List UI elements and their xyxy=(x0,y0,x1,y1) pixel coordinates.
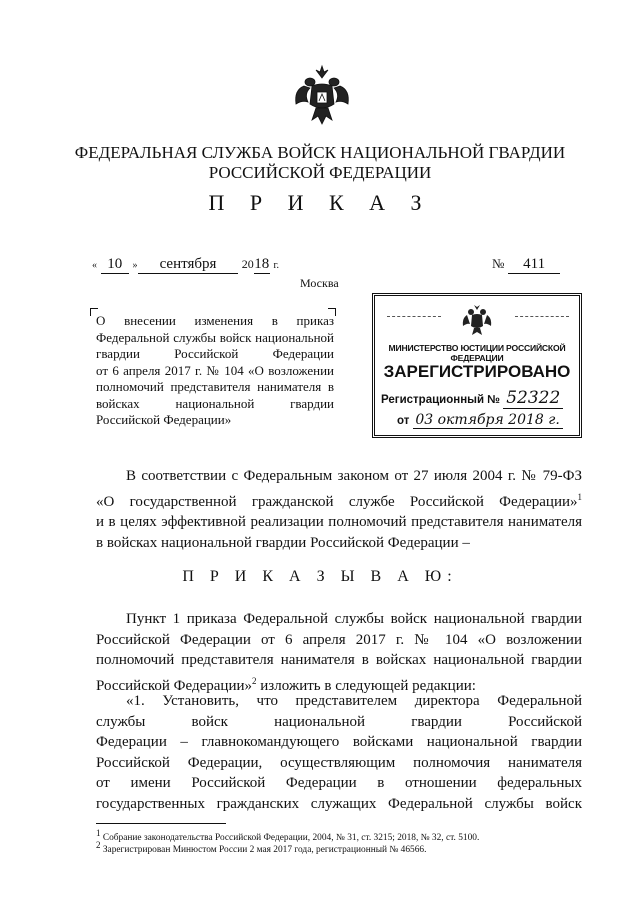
stamp-registered-label: ЗАРЕГИСТРИРОВАНО xyxy=(383,362,571,381)
preamble-line: и в целях эффективной реализации полномочий представителя нанимателя xyxy=(96,514,582,530)
body-line: Российской Федерации от 6 апреля 2017 г. № 104 «О возложении xyxy=(96,631,582,648)
stamp-decor-line-right xyxy=(515,316,569,317)
coat-of-arms-emblem xyxy=(290,60,354,132)
order-number: 411 xyxy=(508,256,560,274)
stamp-eagle-icon xyxy=(461,302,493,338)
subject-line: войсках национальной гвардии xyxy=(96,395,334,411)
stamp-date-label: от xyxy=(397,415,410,427)
city-label: Москва xyxy=(300,276,339,290)
body-line-text: Российской Федерации» xyxy=(96,677,253,694)
stamp-decor-line-left xyxy=(387,316,441,317)
body-line: службы войск национальной гвардии Российской xyxy=(96,713,582,730)
body-paragraph-2 xyxy=(96,691,582,814)
subject-line: Федеральной службы войск национальной xyxy=(96,329,334,345)
footnote-text: Собрание законодательства Российской Федерации, 2004, № 31, ст. 3215; 2018, № 32, ст. 5100. xyxy=(102,833,480,844)
organization-name-line2: РОССИЙСКОЙ ФЕДЕРАЦИИ xyxy=(208,163,432,182)
date-month: сентября xyxy=(138,256,238,274)
footnote-ref-1: 1 xyxy=(577,491,582,502)
footnote-text: Зарегистрирован Минюстом России 2 мая 2017 года, регистрационный № 46566. xyxy=(102,845,427,856)
body-paragraph-1 xyxy=(96,609,582,696)
footnote-separator xyxy=(96,823,226,824)
document-type-title: П Р И К А З xyxy=(208,190,432,215)
date-close-quote: » xyxy=(132,260,138,271)
double-headed-eagle-icon xyxy=(290,60,354,132)
stamp-date-value: 03 октября 2018 г. xyxy=(413,412,563,429)
order-number-label: № xyxy=(492,256,505,271)
preamble-line xyxy=(96,487,582,513)
preamble-line: в войсках национальной гвардии Российской Федерации – xyxy=(96,534,470,551)
stamp-registration-number-row xyxy=(381,388,563,409)
preamble-line-text: «О государственной гражданской службе Российской Федерации» xyxy=(96,493,578,510)
stamp-reg-label: Регистрационный № xyxy=(381,394,501,406)
body-line: «1. Установить, что представителем директора Федеральной xyxy=(126,693,582,709)
preamble-paragraph xyxy=(96,466,582,553)
body-line: полномочий представителя нанимателя в войсках национальной гвардии xyxy=(96,652,582,668)
stamp-date-row xyxy=(397,412,563,429)
subject-line: от 6 апреля 2017 г. № 104 «О возложении xyxy=(96,362,334,378)
body-line: от имени Российской Федерации в отношении федеральных xyxy=(96,775,582,791)
date-field xyxy=(92,256,138,274)
body-line: Федерации – главнокомандующего войсками национальной гвардии xyxy=(96,734,582,750)
subject-line: гвардии Российской Федерации xyxy=(96,346,334,361)
order-number-field xyxy=(492,256,560,274)
footnote-2 xyxy=(96,839,596,856)
body-line-text: изложить в следующей редакции: xyxy=(256,677,476,694)
footnote-ref-2: 2 xyxy=(252,675,257,686)
body-line: государственных гражданских служащих Федеральной службы войск xyxy=(96,795,582,812)
stamp-ministry-name: МИНИСТЕРСТВО ЮСТИЦИИ РОССИЙСКОЙ ФЕДЕРАЦИИ xyxy=(388,343,566,363)
stamp-reg-number: 52322 xyxy=(503,388,563,409)
subject-line: полномочий представителя нанимателя в xyxy=(96,379,334,394)
body-line: Пункт 1 приказа Федеральной службы войск национальной гвардии xyxy=(126,611,582,627)
date-open-quote: « xyxy=(92,260,97,271)
subject-line: О внесении изменения в приказ xyxy=(96,313,334,328)
organization-name-line1: ФЕДЕРАЛЬНАЯ СЛУЖБА ВОЙСК НАЦИОНАЛЬНОЙ ГВАРДИИ xyxy=(74,143,566,162)
date-day: 10 xyxy=(101,256,129,274)
order-subject xyxy=(96,313,334,429)
body-line: Российской Федерации, осуществляющим полномочия нанимателя xyxy=(96,754,582,771)
order-directive-heading: П Р И К А З Ы В А Ю: xyxy=(182,568,458,585)
ministry-registration-stamp xyxy=(372,293,582,438)
date-year-prefix: 20 xyxy=(241,257,254,271)
date-year-unit: г. xyxy=(273,260,279,271)
date-month-field xyxy=(138,256,279,274)
footnote-mark: 2 xyxy=(96,840,101,850)
date-year-suffix: 18 xyxy=(254,256,270,272)
subject-line: Российской Федерации» xyxy=(96,412,232,427)
preamble-line: В соответствии с Федеральным законом от 27 июля 2004 г. № 79-ФЗ xyxy=(126,468,582,484)
footnote-mark: 1 xyxy=(96,828,101,838)
